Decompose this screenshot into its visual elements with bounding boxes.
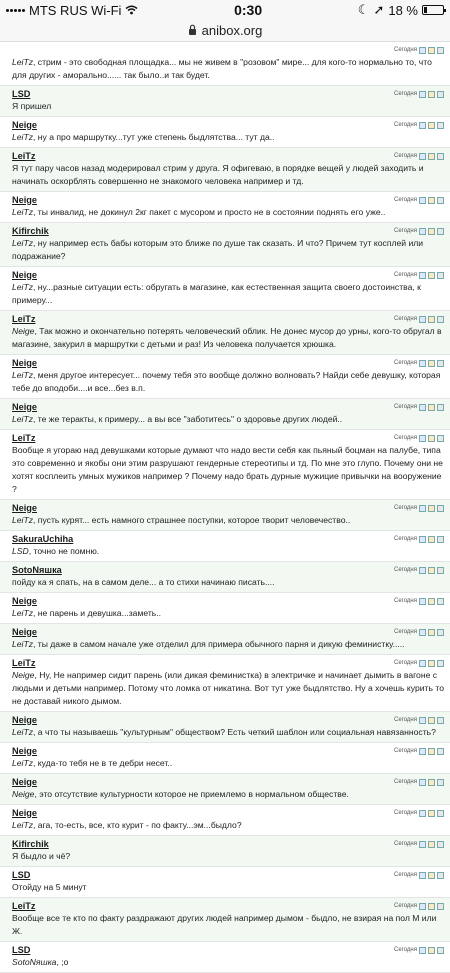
message-recipient[interactable]: Neige [12, 326, 35, 336]
message-meta [394, 944, 444, 957]
delete-icon[interactable] [437, 947, 444, 954]
chat-message [0, 562, 450, 593]
quote-icon[interactable] [419, 598, 426, 605]
message-recipient[interactable]: LeiTz [12, 282, 34, 292]
message-date: Сегодня [394, 90, 417, 97]
message-author[interactable]: Neige [12, 119, 38, 130]
message-meta [394, 869, 444, 882]
edit-icon[interactable] [428, 228, 435, 235]
message-body [12, 819, 444, 832]
delete-icon[interactable] [437, 47, 444, 54]
message-text: , ты инвалид, не докинул 2кг пакет с мусором и просто не в состоянии поднять его уже.. [33, 207, 386, 217]
message-text: , куда-то тебя не в те дебри несет.. [33, 758, 173, 768]
message-body [12, 162, 444, 188]
quote-icon[interactable] [419, 272, 426, 279]
message-date: Сегодня [394, 809, 417, 816]
message-body [12, 206, 444, 219]
message-header [12, 269, 444, 281]
message-meta [394, 564, 444, 577]
message-author[interactable]: LSD [12, 88, 31, 99]
delete-icon[interactable] [437, 872, 444, 879]
chat-message [0, 500, 450, 531]
message-meta [394, 533, 444, 546]
message-meta [394, 357, 444, 370]
edit-icon[interactable] [428, 197, 435, 204]
message-header [12, 595, 444, 607]
chat-message [0, 712, 450, 743]
message-meta [394, 313, 444, 326]
quote-icon[interactable] [419, 47, 426, 54]
message-header [12, 401, 444, 413]
edit-icon[interactable] [428, 272, 435, 279]
delete-icon[interactable] [437, 404, 444, 411]
edit-icon[interactable] [428, 360, 435, 367]
chat-message [0, 624, 450, 655]
message-date: Сегодня [394, 628, 417, 635]
message-body [12, 850, 444, 863]
message-text: , ;o [56, 957, 69, 967]
edit-icon[interactable] [428, 435, 435, 442]
message-recipient[interactable]: LeiTz [12, 515, 34, 525]
message-date: Сегодня [394, 778, 417, 785]
message-author[interactable]: Neige [12, 595, 38, 606]
message-text: , не парень и девушка...заметь.. [33, 608, 162, 618]
message-author[interactable]: Neige [12, 626, 38, 637]
message-date: Сегодня [394, 504, 417, 511]
quote-icon[interactable] [419, 779, 426, 786]
message-date: Сегодня [394, 403, 417, 410]
edit-icon[interactable] [428, 536, 435, 543]
message-body [12, 881, 444, 894]
edit-icon[interactable] [428, 947, 435, 954]
message-recipient[interactable]: LSD [12, 546, 29, 556]
message-meta [394, 432, 444, 445]
lock-icon [188, 23, 197, 38]
message-meta [394, 626, 444, 639]
message-body [12, 444, 444, 496]
message-meta [394, 44, 444, 57]
message-body [12, 757, 444, 770]
edit-icon[interactable] [428, 91, 435, 98]
edit-icon[interactable] [428, 872, 435, 879]
edit-icon[interactable] [428, 404, 435, 411]
message-body [12, 281, 444, 307]
message-text: , стрим - это свободная площадка... мы не живем в "розовом" мире... для кого-то нормально то, что для других - аморально...... так было..и так будет. [12, 57, 432, 80]
quote-icon[interactable] [419, 122, 426, 129]
message-header [12, 150, 444, 162]
edit-icon[interactable] [428, 153, 435, 160]
status-right [358, 2, 444, 18]
edit-icon[interactable] [428, 47, 435, 54]
message-author[interactable]: LeiTz [12, 657, 36, 668]
message-author[interactable]: Neige [12, 401, 38, 412]
message-header [12, 564, 444, 576]
message-meta [394, 900, 444, 913]
edit-icon[interactable] [428, 567, 435, 574]
url-text: anibox.org [201, 23, 263, 38]
message-author[interactable]: Neige [12, 194, 38, 205]
message-recipient[interactable]: LeiTz [12, 207, 34, 217]
message-header [12, 714, 444, 726]
message-body [12, 100, 444, 113]
message-meta [394, 502, 444, 515]
message-meta [394, 150, 444, 163]
message-recipient[interactable]: LeiTz [12, 238, 34, 248]
address-bar[interactable] [0, 20, 450, 42]
chat-message [0, 867, 450, 898]
edit-icon[interactable] [428, 841, 435, 848]
delete-icon[interactable] [437, 598, 444, 605]
message-header [12, 626, 444, 638]
message-author[interactable]: Kifirchik [12, 225, 49, 236]
message-body [12, 369, 444, 395]
message-text: , Ну, Не например сидит парень (или дикая феминистка) в электричке и начинает дымить в вагоне с людьми и детьми например. Потому что ломка от никатина. Вот тут уже быдлятство. Ну а хочешь курить то не доставай никого дымом. [12, 670, 444, 706]
message-body [12, 669, 444, 708]
message-header [12, 225, 444, 237]
signal-icon [6, 9, 25, 12]
message-meta [394, 807, 444, 820]
message-meta [394, 401, 444, 414]
delete-icon[interactable] [437, 903, 444, 910]
chat-message [0, 805, 450, 836]
edit-icon[interactable] [428, 629, 435, 636]
quote-icon[interactable] [419, 841, 426, 848]
carrier-name: MTS RUS Wi-Fi [29, 2, 122, 18]
chat-message [0, 148, 450, 192]
edit-icon[interactable] [428, 903, 435, 910]
message-meta [394, 745, 444, 758]
chat-message [0, 117, 450, 148]
chat-log [0, 42, 450, 967]
message-date: Сегодня [394, 747, 417, 754]
chat-message [0, 399, 450, 430]
quote-icon[interactable] [419, 360, 426, 367]
chat-message [0, 774, 450, 805]
message-date: Сегодня [394, 535, 417, 542]
message-recipient[interactable]: LeiTz [12, 608, 34, 618]
chat-message [0, 267, 450, 311]
delete-icon[interactable] [437, 197, 444, 204]
message-author[interactable]: SakuraUchiha [12, 533, 74, 544]
message-meta [394, 595, 444, 608]
moon-icon: ☾ [357, 2, 370, 17]
message-body [12, 545, 444, 558]
delete-icon[interactable] [437, 360, 444, 367]
quote-icon[interactable] [419, 872, 426, 879]
message-header [12, 745, 444, 757]
quote-icon[interactable] [419, 153, 426, 160]
delete-icon[interactable] [437, 228, 444, 235]
message-header [12, 900, 444, 912]
delete-icon[interactable] [437, 810, 444, 817]
message-author[interactable]: Neige [12, 807, 38, 818]
message-meta [394, 776, 444, 789]
edit-icon[interactable] [428, 660, 435, 667]
message-text: Вообще все те кто по факту раздражают других людей например дымом - быдло, не взирая на пол М или Ж. [12, 913, 437, 936]
message-text: , Так можно и окончательно потерять человеческий облик. Не донес мусор до урны, кого-то обругал в магазине, закурил в маршрутки с детьми и раз! Из человека получается хрюшка. [12, 326, 442, 349]
chat-message [0, 531, 450, 562]
message-text: , меня другое интересует... почему тебя это вообще должно волновать? Найди себе девушку, которая тебе до вподоби....и все...без в.п. [12, 370, 441, 393]
message-author[interactable]: Kifirchik [12, 838, 49, 849]
message-author[interactable]: Neige [12, 502, 38, 513]
message-recipient[interactable]: LeiTz [12, 639, 34, 649]
edit-icon[interactable] [428, 779, 435, 786]
message-header [12, 869, 444, 881]
chat-message [0, 42, 450, 86]
edit-icon[interactable] [428, 505, 435, 512]
message-header [12, 88, 444, 100]
message-author[interactable]: Neige [12, 714, 38, 725]
chat-message [0, 898, 450, 942]
quote-icon[interactable] [419, 903, 426, 910]
message-recipient[interactable]: LeiTz [12, 132, 34, 142]
message-recipient[interactable]: LeiTz [12, 370, 34, 380]
delete-icon[interactable] [437, 660, 444, 667]
delete-icon[interactable] [437, 272, 444, 279]
delete-icon[interactable] [437, 316, 444, 323]
message-body [12, 56, 444, 82]
message-meta [394, 194, 444, 207]
quote-icon[interactable] [419, 435, 426, 442]
chat-message [0, 192, 450, 223]
message-recipient[interactable]: Neige [12, 670, 35, 680]
message-text: , пусть курят... есть намного страшнее поступки, которое творит человечество.. [33, 515, 351, 525]
message-header [12, 357, 444, 369]
message-meta [394, 657, 444, 670]
message-text: Вообще я угораю над девушками которые думают что надо вести себя как пьяный боцман на палубе, типа это современно и якобы они этим разрушают гендерные стереотипы и тд. По мне это глупо. Почему они не хотят косплеить умных мужиков например ? Почему надо брать дурные мужицие привычки на вооружение ? [12, 445, 443, 494]
message-author[interactable]: Neige [12, 357, 38, 368]
location-icon: ➚ [373, 2, 385, 17]
message-date: Сегодня [394, 946, 417, 953]
quote-icon[interactable] [419, 629, 426, 636]
message-date: Сегодня [394, 152, 417, 159]
message-header [12, 313, 444, 325]
message-author[interactable]: SotoNяшка [12, 564, 62, 575]
message-meta [394, 88, 444, 101]
message-author[interactable]: Neige [12, 745, 38, 756]
message-meta [394, 225, 444, 238]
message-author[interactable]: LeiTz [12, 900, 36, 911]
message-text: , ты даже в самом начале уже отделил для примера обычного парня и дикую феминистку..... [33, 639, 405, 649]
message-header [12, 776, 444, 788]
chat-message [0, 311, 450, 355]
chat-message [0, 355, 450, 399]
clock: 0:30 [234, 2, 263, 18]
delete-icon[interactable] [437, 505, 444, 512]
battery-icon [422, 5, 444, 15]
delete-icon[interactable] [437, 779, 444, 786]
message-text: , ну а про маршрутку...тут уже степень быдлятства... тут да.. [33, 132, 275, 142]
message-body [12, 726, 444, 739]
message-date: Сегодня [394, 315, 417, 322]
quote-icon[interactable] [419, 947, 426, 954]
message-recipient[interactable]: LeiTz [12, 727, 34, 737]
message-header [12, 194, 444, 206]
chat-message [0, 743, 450, 774]
message-body [12, 325, 444, 351]
delete-icon[interactable] [437, 153, 444, 160]
message-text: , ну...разные ситуации есть: обругать в магазине, как естественная защита своего достоинства, к примеру... [12, 282, 421, 305]
message-date: Сегодня [394, 840, 417, 847]
delete-icon[interactable] [437, 841, 444, 848]
quote-icon[interactable] [419, 404, 426, 411]
quote-icon[interactable] [419, 567, 426, 574]
message-body [12, 638, 444, 651]
message-meta [394, 714, 444, 727]
wifi-icon [125, 3, 138, 18]
message-author[interactable]: LSD [12, 869, 31, 880]
message-body [12, 514, 444, 527]
quote-icon[interactable] [419, 505, 426, 512]
message-text: Я быдло и чё? [12, 851, 71, 861]
message-author[interactable]: LeiTz [12, 432, 36, 443]
status-bar [0, 0, 450, 20]
battery-fill [424, 7, 427, 13]
message-text: , точно не помню. [28, 546, 100, 556]
message-date: Сегодня [394, 566, 417, 573]
edit-icon[interactable] [428, 717, 435, 724]
message-recipient[interactable]: LeiTz [12, 57, 34, 67]
delete-icon[interactable] [437, 567, 444, 574]
chat-message [0, 942, 450, 973]
quote-icon[interactable] [419, 316, 426, 323]
message-date: Сегодня [394, 434, 417, 441]
message-header [12, 944, 444, 956]
message-date: Сегодня [394, 716, 417, 723]
message-header [12, 657, 444, 669]
quote-icon[interactable] [419, 810, 426, 817]
quote-icon[interactable] [419, 91, 426, 98]
delete-icon[interactable] [437, 629, 444, 636]
chat-message [0, 86, 450, 117]
message-date: Сегодня [394, 597, 417, 604]
message-date: Сегодня [394, 227, 417, 234]
message-body [12, 237, 444, 263]
chat-message [0, 655, 450, 712]
edit-icon[interactable] [428, 122, 435, 129]
message-text: , это отсутствие культурности которое не приемлемо в нормальном обществе. [34, 789, 349, 799]
message-meta [394, 838, 444, 851]
delete-icon[interactable] [437, 748, 444, 755]
message-recipient[interactable]: LeiTz [12, 758, 34, 768]
quote-icon[interactable] [419, 536, 426, 543]
edit-icon[interactable] [428, 810, 435, 817]
message-body [12, 607, 444, 620]
message-author[interactable]: Neige [12, 776, 38, 787]
chat-message [0, 223, 450, 267]
chat-message [0, 593, 450, 624]
message-header [12, 838, 444, 850]
message-text: , а что ты называешь "культурным" обществом? Есть четкий шаблон или социальная навязанность? [33, 727, 436, 737]
message-author[interactable]: LSD [12, 944, 31, 955]
delete-icon[interactable] [437, 536, 444, 543]
quote-icon[interactable] [419, 717, 426, 724]
message-text: Я пришел [12, 101, 52, 111]
chat-message [0, 836, 450, 867]
message-body [12, 131, 444, 144]
message-date: Сегодня [394, 902, 417, 909]
edit-icon[interactable] [428, 316, 435, 323]
edit-icon[interactable] [428, 598, 435, 605]
message-meta [394, 269, 444, 282]
message-body [12, 788, 444, 801]
quote-icon[interactable] [419, 660, 426, 667]
battery-percent: 18 % [388, 2, 418, 18]
delete-icon[interactable] [437, 91, 444, 98]
message-author[interactable]: LeiTz [12, 150, 36, 161]
message-date: Сегодня [394, 359, 417, 366]
chat-message [0, 430, 450, 500]
message-meta [394, 119, 444, 132]
message-body [12, 576, 444, 589]
message-date: Сегодня [394, 659, 417, 666]
message-header [12, 44, 444, 56]
message-text: , ага, то-есть, все, кто курит - по факту...эм...быдло? [33, 820, 242, 830]
message-header [12, 432, 444, 444]
message-recipient[interactable]: LeiTz [12, 414, 34, 424]
status-left [6, 3, 138, 18]
message-text: , ну например есть бабы которым это ближе по душе так сказать. И что? Причем тут косплей или подражание? [12, 238, 424, 261]
message-body [12, 413, 444, 426]
quote-icon[interactable] [419, 197, 426, 204]
message-date: Сегодня [394, 196, 417, 203]
message-text: , те же теракты, к примеру... а вы все "заботитесь" о здоровье других людей.. [33, 414, 343, 424]
message-header [12, 807, 444, 819]
message-date: Сегодня [394, 871, 417, 878]
message-body [12, 956, 444, 969]
message-recipient[interactable]: Neige [12, 789, 35, 799]
edit-icon[interactable] [428, 748, 435, 755]
message-recipient[interactable]: LeiTz [12, 820, 34, 830]
message-author[interactable]: LeiTz [12, 313, 36, 324]
delete-icon[interactable] [437, 122, 444, 129]
message-text: Я тут пару часов назад модерировал стрим у друга. Я офигеваю, в порядке вещей у людей заходить и начинать оскорблять совершенно не знакомого человека например и тд. [12, 163, 424, 186]
message-author[interactable]: Neige [12, 269, 38, 280]
message-date: Сегодня [394, 46, 417, 53]
quote-icon[interactable] [419, 748, 426, 755]
message-body [12, 912, 444, 938]
message-text: Отойду на 5 минут [12, 882, 87, 892]
message-header [12, 533, 444, 545]
message-header [12, 502, 444, 514]
message-text: пойду ка я спать, на в самом деле... а то стихи начинаю писать.... [12, 577, 275, 587]
message-header [12, 119, 444, 131]
message-recipient[interactable]: SotoNяшка [12, 957, 57, 967]
quote-icon[interactable] [419, 228, 426, 235]
delete-icon[interactable] [437, 717, 444, 724]
message-date: Сегодня [394, 271, 417, 278]
delete-icon[interactable] [437, 435, 444, 442]
message-date: Сегодня [394, 121, 417, 128]
